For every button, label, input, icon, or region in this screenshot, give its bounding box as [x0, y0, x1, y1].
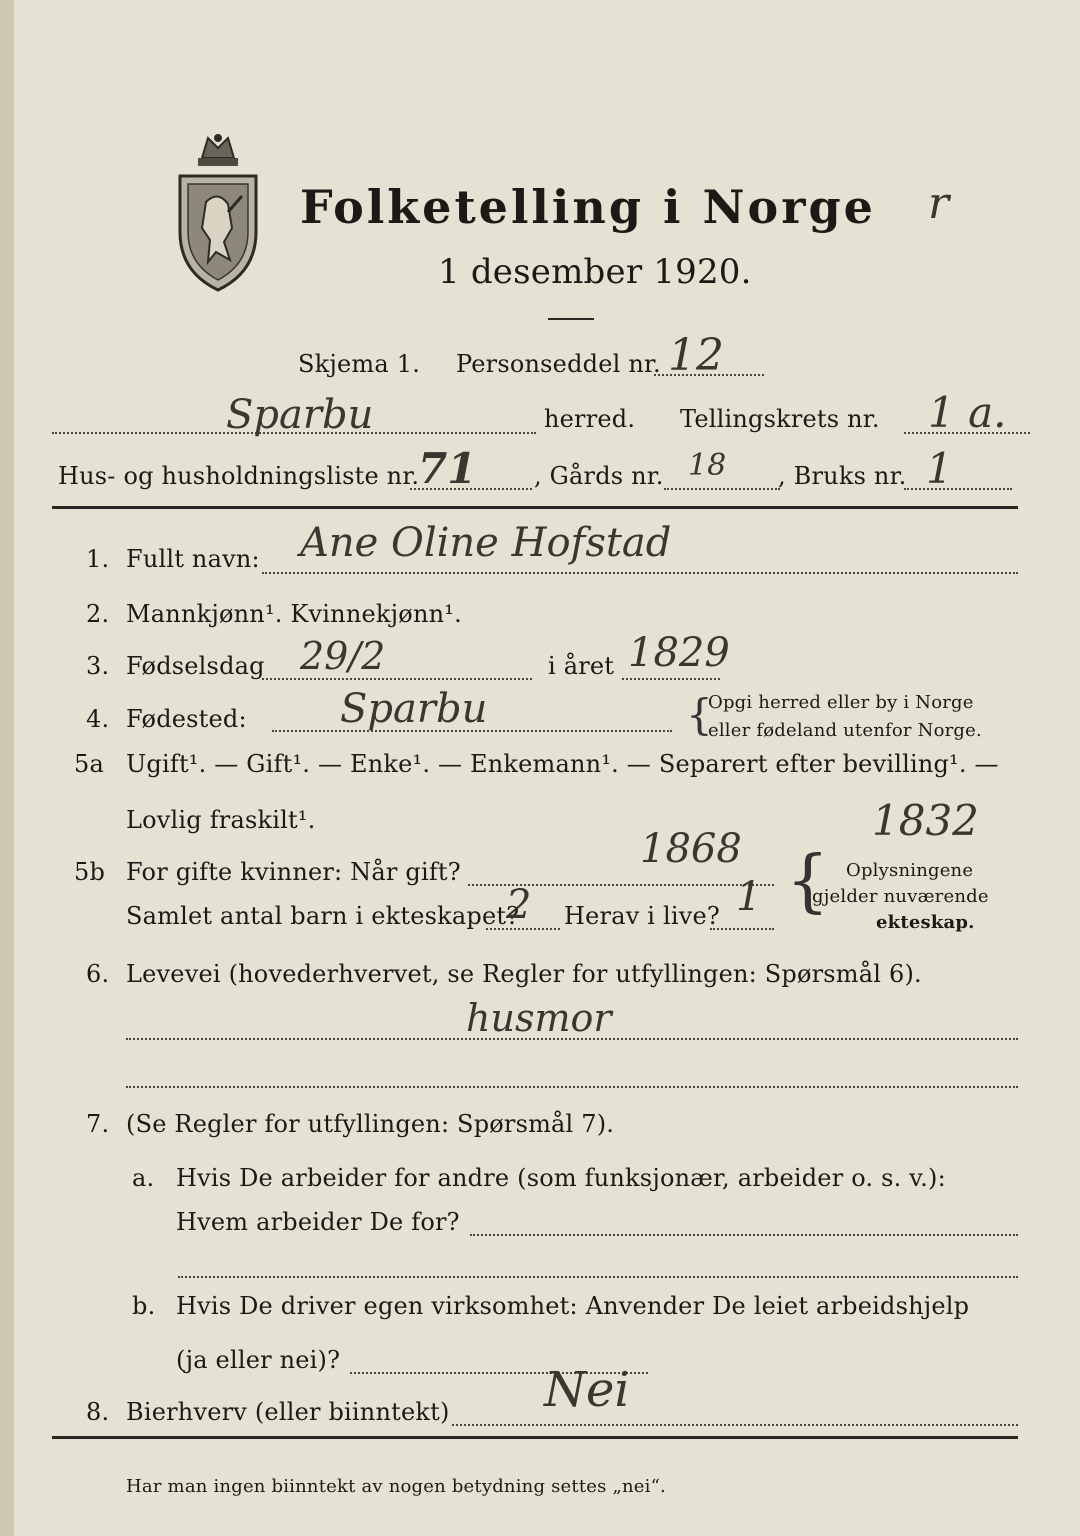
q7b-letter: b.: [132, 1292, 156, 1320]
paper-edge: [0, 0, 14, 1536]
q5b-alive-line: [710, 928, 774, 930]
q4-note-brace: {: [686, 690, 713, 739]
q3-year-line: [622, 678, 720, 680]
bruks-value: 1: [926, 444, 953, 493]
q1-number: 1.: [86, 545, 110, 573]
personseddel-value: 12: [668, 330, 724, 381]
footer-divider: [52, 1436, 1018, 1439]
q2-number: 2.: [86, 600, 110, 628]
q4-label: Fødested:: [126, 705, 247, 733]
q5b-number: 5b: [74, 858, 106, 886]
q6-label: Levevei (hovederhvervet, se Regler for utfyllingen: Spørsmål 6).: [126, 960, 922, 988]
q3-day-line: [262, 678, 532, 680]
q5b-children-value: 2: [506, 882, 532, 928]
q4-note-line1: Opgi herred eller by i Norge: [708, 692, 974, 713]
q5b-married-label: For gifte kvinner: Når gift?: [126, 858, 461, 886]
bruks-line: [904, 488, 1012, 490]
tellingskrets-label: Tellingskrets nr.: [680, 405, 880, 433]
q8-line: [452, 1424, 1018, 1426]
gards-line: [664, 488, 780, 490]
q7b-line2: (ja eller nei)?: [176, 1346, 341, 1374]
q1-line: [262, 572, 1018, 574]
q3-number: 3.: [86, 652, 110, 680]
schema-label: Skjema 1.: [298, 350, 421, 378]
q4-number: 4.: [86, 705, 110, 733]
husliste-value: 71: [418, 444, 477, 493]
herred-value: Sparbu: [226, 392, 374, 438]
footer-note: Har man ingen biinntekt av nogen betydning settes „nei“.: [126, 1476, 666, 1497]
q7-number: 7.: [86, 1110, 110, 1138]
q5a-margin-note: 1832: [872, 796, 979, 845]
gards-label: , Gårds nr.: [534, 462, 664, 490]
q7b-line1: Hvis De driver egen virksomhet: Anvender De leiet arbeidshjelp: [176, 1292, 970, 1320]
herred-label: herred.: [544, 405, 636, 433]
q5b-note-line1: Oplysningene: [846, 860, 974, 881]
q2-label: Mannkjønn¹. Kvinnekjønn¹.: [126, 600, 462, 628]
q7a-line1: Hvis De arbeider for andre (som funksjonær, arbeider o. s. v.):: [176, 1164, 946, 1192]
title-mark: r: [928, 178, 950, 229]
q5a-line2: Lovlig fraskilt¹.: [126, 806, 316, 834]
gards-value: 18: [688, 448, 727, 483]
q5b-children-line: [486, 928, 560, 930]
q5b-note-line2: gjelder nuværende: [812, 886, 989, 907]
q1-label: Fullt navn:: [126, 545, 260, 573]
q4-note-line2: eller fødeland utenfor Norge.: [708, 720, 982, 741]
q5b-children-label: Samlet antal barn i ekteskapet?: [126, 902, 520, 930]
q7-label: (Se Regler for utfyllingen: Spørsmål 7).: [126, 1110, 615, 1138]
q7a-line2: Hvem arbeider De for?: [176, 1208, 460, 1236]
q5b-alive-value: 1: [736, 874, 762, 920]
q3-year-value: 1829: [628, 630, 730, 676]
q5a-line1: Ugift¹. — Gift¹. — Enke¹. — Enkemann¹. — Separert efter bevilling¹. —: [126, 750, 999, 778]
q6-value: husmor: [466, 996, 612, 1040]
q6-number: 6.: [86, 960, 110, 988]
title-divider: [548, 318, 594, 320]
q7a-letter: a.: [132, 1164, 155, 1192]
tellingskrets-value: 1 a.: [928, 388, 1007, 437]
q7a-answer-line1: [470, 1234, 1018, 1236]
header-divider: [52, 506, 1018, 509]
q5a-number: 5a: [74, 750, 104, 778]
bruks-label: , Bruks nr.: [778, 462, 907, 490]
husliste-label: Hus- og husholdningsliste nr.: [58, 462, 420, 490]
q8-value: Nei: [544, 1362, 630, 1418]
q8-label: Bierhverv (eller biinntekt): [126, 1398, 450, 1426]
q3-label: Fødselsdag: [126, 652, 265, 680]
q3-day-value: 29/2: [300, 634, 386, 678]
q7a-answer-line2: [178, 1276, 1018, 1278]
q1-value: Ane Oline Hofstad: [300, 520, 672, 566]
q5b-note-brace: {: [786, 842, 830, 921]
q8-number: 8.: [86, 1398, 110, 1426]
form-title: Folketelling i Norge: [300, 180, 876, 234]
q5b-note-line3: ekteskap.: [876, 912, 975, 933]
personseddel-label: Personseddel nr.: [456, 350, 661, 378]
q5b-alive-label: Herav i live?: [564, 902, 720, 930]
q4-value: Sparbu: [340, 686, 488, 732]
census-date: 1 desember 1920.: [438, 252, 752, 292]
q3-year-label: i året: [548, 652, 615, 680]
coat-of-arms-icon: [172, 132, 264, 292]
q5b-married-value: 1868: [640, 826, 742, 872]
q6-line2: [126, 1086, 1018, 1088]
